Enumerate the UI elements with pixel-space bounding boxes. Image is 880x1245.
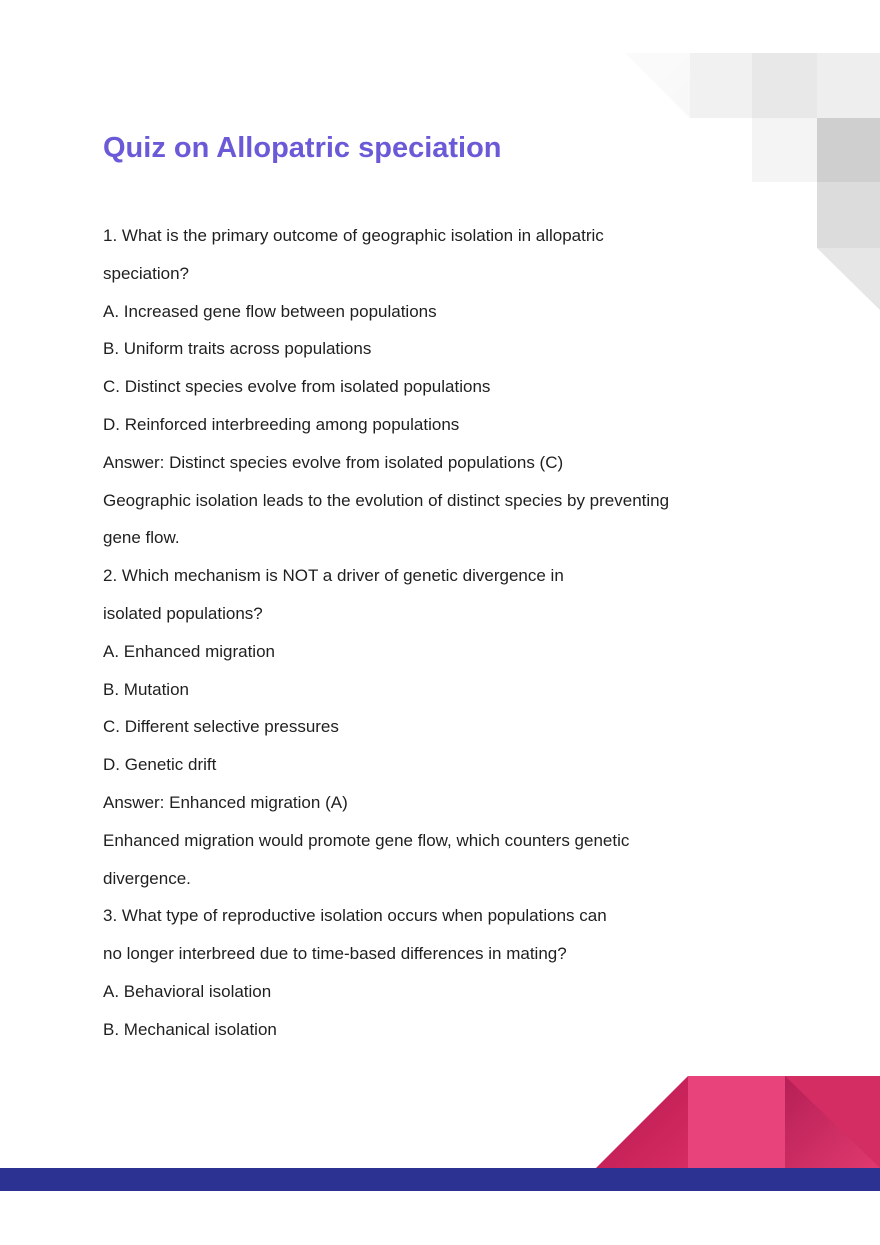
question-1-option-c: C. Distinct species evolve from isolated populations <box>103 377 491 397</box>
question-1-text-continued: speciation? <box>103 263 190 283</box>
question-3-option-b: B. Mechanical isolation <box>103 1019 277 1039</box>
question-2-answer: Answer: Enhanced migration (A) <box>103 792 348 812</box>
page-title: Quiz on Allopatric speciation <box>103 132 502 164</box>
question-3-text-continued: no longer interbreed due to time-based differences in mating? <box>103 944 567 964</box>
question-2-option-c: C. Different selective pressures <box>103 717 339 737</box>
question-2-option-d: D. Genetic drift <box>103 755 217 775</box>
question-2-option-a: A. Enhanced migration <box>103 641 275 661</box>
question-1-option-b: B. Uniform traits across populations <box>103 339 372 359</box>
question-3-option-a: A. Behavioral isolation <box>103 981 272 1001</box>
question-2-explanation: Enhanced migration would promote gene flow, which counters genetic <box>103 830 630 850</box>
question-1-answer: Answer: Distinct species evolve from isolated populations (C) <box>103 452 564 472</box>
question-1-option-a: A. Increased gene flow between populations <box>103 301 437 321</box>
footer-decoration <box>0 1070 880 1245</box>
question-2-text-continued: isolated populations? <box>103 603 263 623</box>
question-1-text: 1. What is the primary outcome of geographic isolation in allopatric <box>103 226 604 245</box>
quiz-content <box>103 217 703 1049</box>
footer-band <box>0 1168 880 1191</box>
question-2-text: 2. Which mechanism is NOT a driver of genetic divergence in <box>103 566 564 586</box>
question-1-explanation-continued: gene flow. <box>103 528 180 548</box>
question-2-option-b: B. Mutation <box>103 679 189 699</box>
question-1-explanation: Geographic isolation leads to the evolution of distinct species by preventing <box>103 490 670 510</box>
question-3-text: 3. What type of reproductive isolation occurs when populations can <box>103 906 607 926</box>
question-1-option-d: D. Reinforced interbreeding among populations <box>103 414 460 434</box>
question-2-explanation-continued: divergence. <box>103 868 191 888</box>
